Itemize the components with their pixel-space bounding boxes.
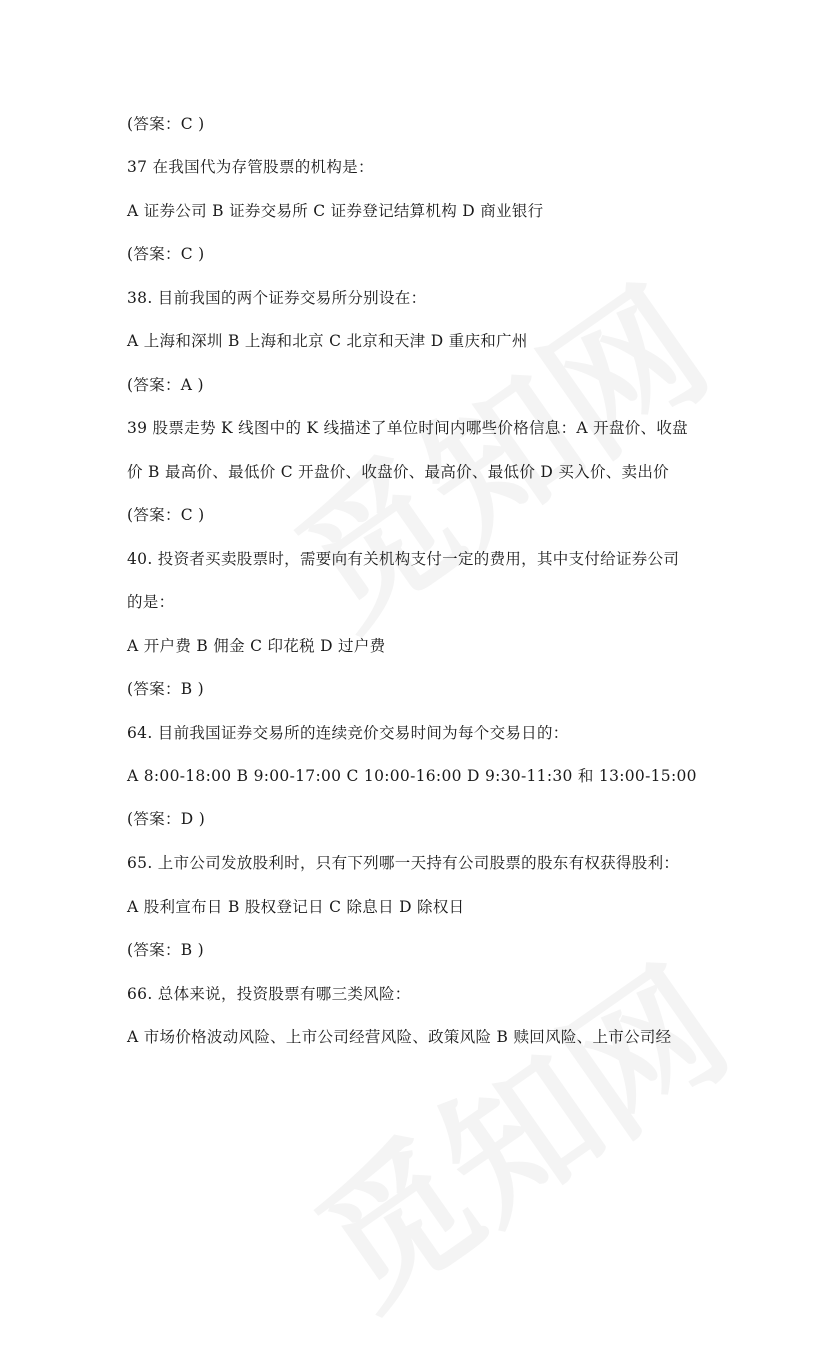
options-65: A 股利宣布日 B 股权登记日 C 除息日 D 除权日 — [127, 898, 465, 916]
answer-38: (答案：A ) — [127, 376, 204, 394]
watermark-bottom — [269, 910, 762, 1345]
question-64: 64. 目前我国证券交易所的连续竞价交易时间为每个交易日的： — [127, 724, 569, 742]
question-39: 39 股票走势 K 线图中的 K 线描述了单位时间内哪些价格信息：A 开盘价、收盘 — [127, 419, 688, 437]
options-66: A 市场价格波动风险、上市公司经营风险、政策风险 B 赎回风险、上市公司经 — [127, 1028, 672, 1046]
answer-39: (答案：C ) — [127, 506, 205, 524]
question-38: 38. 目前我国的两个证券交易所分别设在： — [127, 289, 427, 307]
answer-64: (答案：D ) — [127, 810, 206, 828]
answer-40: (答案：B ) — [127, 680, 205, 698]
answer-65: (答案：B ) — [127, 941, 205, 959]
question-66: 66. 总体来说，投资股票有哪三类风险： — [127, 985, 411, 1003]
question-37: 37 在我国代为存管股票的机构是： — [127, 158, 374, 176]
question-40-cont: 的是： — [127, 593, 175, 611]
question-65: 65. 上市公司发放股利时，只有下列哪一天持有公司股票的股东有权获得股利： — [127, 854, 680, 872]
options-37: A 证券公司 B 证券交易所 C 证券登记结算机构 D 商业银行 — [127, 202, 544, 220]
options-40: A 开户费 B 佣金 C 印花税 D 过户费 — [127, 637, 386, 655]
answer-37: (答案：C ) — [127, 245, 205, 263]
options-64: A 8:00-18:00 B 9:00-17:00 C 10:00-16:00 D 9:30-11:30 和 13:00-15:00 — [127, 767, 697, 785]
answer-line: (答案：C ) — [127, 115, 205, 133]
options-38: A 上海和深圳 B 上海和北京 C 北京和天津 D 重庆和广州 — [127, 332, 528, 350]
question-40: 40. 投资者买卖股票时，需要向有关机构支付一定的费用，其中支付给证券公司 — [127, 550, 680, 568]
question-39-cont: 价 B 最高价、最低价 C 开盘价、收盘价、最高价、最低价 D 买入价、卖出价 — [127, 463, 669, 481]
